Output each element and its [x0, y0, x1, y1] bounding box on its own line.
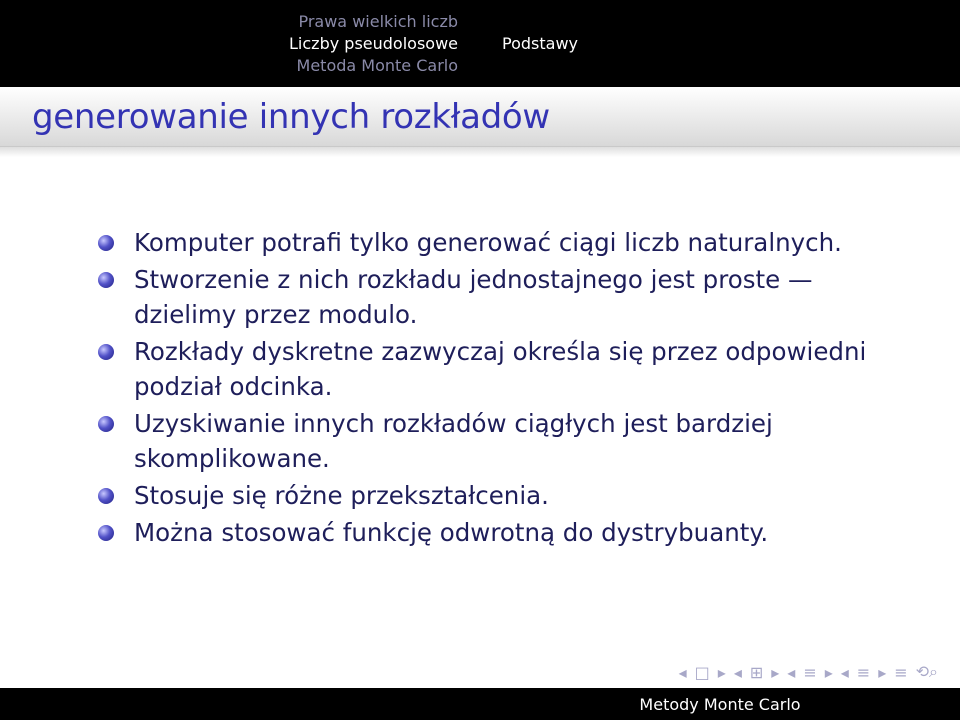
nav-section-3[interactable]: Metoda Monte Carlo: [296, 55, 458, 75]
list-item: [98, 262, 918, 332]
list-item: [98, 478, 918, 513]
bullet-list: [98, 225, 918, 552]
subsection-icon[interactable]: ≡: [803, 662, 817, 682]
subsection-next-icon[interactable]: ▸: [824, 662, 833, 682]
nav-section-1[interactable]: Prawa wielkich liczb: [298, 11, 458, 31]
section-next-icon[interactable]: ▸: [878, 662, 887, 682]
frame-icon[interactable]: ⊞: [749, 662, 764, 682]
slide-icon[interactable]: □: [694, 662, 710, 682]
list-item-text: Komputer potrafi tylko generować ciągi liczb naturalnych.: [134, 228, 842, 257]
subsection-prev-icon[interactable]: ◂: [787, 662, 796, 682]
bullet-ball-icon: [98, 525, 114, 541]
frame-next-icon[interactable]: ▸: [771, 662, 780, 682]
nav-subsection[interactable]: Podstawy: [502, 34, 578, 53]
frame-title: generowanie innych rozkładów: [32, 97, 550, 137]
list-item-text: Rozkłady dyskretne zazwyczaj określa się przez odpowiedni podział odcinka.: [134, 337, 867, 401]
bullet-ball-icon: [98, 272, 114, 288]
list-item-text: Można stosować funkcję odwrotną do dystrybuanty.: [134, 518, 769, 547]
bullet-ball-icon: [98, 344, 114, 360]
bullet-ball-icon: [98, 235, 114, 251]
list-item-text: Stosuje się różne przekształcenia.: [134, 481, 549, 510]
frame-title-bar: [0, 87, 960, 147]
list-item: [98, 225, 918, 260]
section-prev-icon[interactable]: ◂: [840, 662, 849, 682]
bullet-ball-icon: [98, 488, 114, 504]
list-item: [98, 406, 918, 476]
header-bar: [0, 0, 960, 87]
nav-section-2[interactable]: Liczby pseudolosowe: [289, 33, 458, 53]
slide-next-icon[interactable]: ▸: [717, 662, 726, 682]
footer-bar: [0, 688, 960, 720]
slide-prev-icon[interactable]: ◂: [678, 662, 687, 682]
bullet-ball-icon: [98, 416, 114, 432]
section-navigation: [0, 0, 480, 87]
document-icon[interactable]: ≡: [894, 662, 908, 682]
search-icon[interactable]: ⟲⌕: [915, 662, 938, 681]
list-item: [98, 334, 918, 404]
list-item: [98, 515, 918, 550]
frame-title-shadow: [0, 147, 960, 157]
section-icon[interactable]: ≡: [856, 662, 871, 682]
list-item-text: Stworzenie z nich rozkładu jednostajnego jest proste — dzielimy przez modulo.: [134, 265, 813, 329]
subsection-navigation: [480, 0, 960, 87]
beamer-navigation-symbols: [679, 662, 938, 682]
list-item-text: Uzyskiwanie innych rozkładów ciągłych jest bardziej skomplikowane.: [134, 409, 773, 473]
footer-title: Metody Monte Carlo: [639, 694, 801, 714]
frame-prev-icon[interactable]: ◂: [733, 662, 742, 682]
